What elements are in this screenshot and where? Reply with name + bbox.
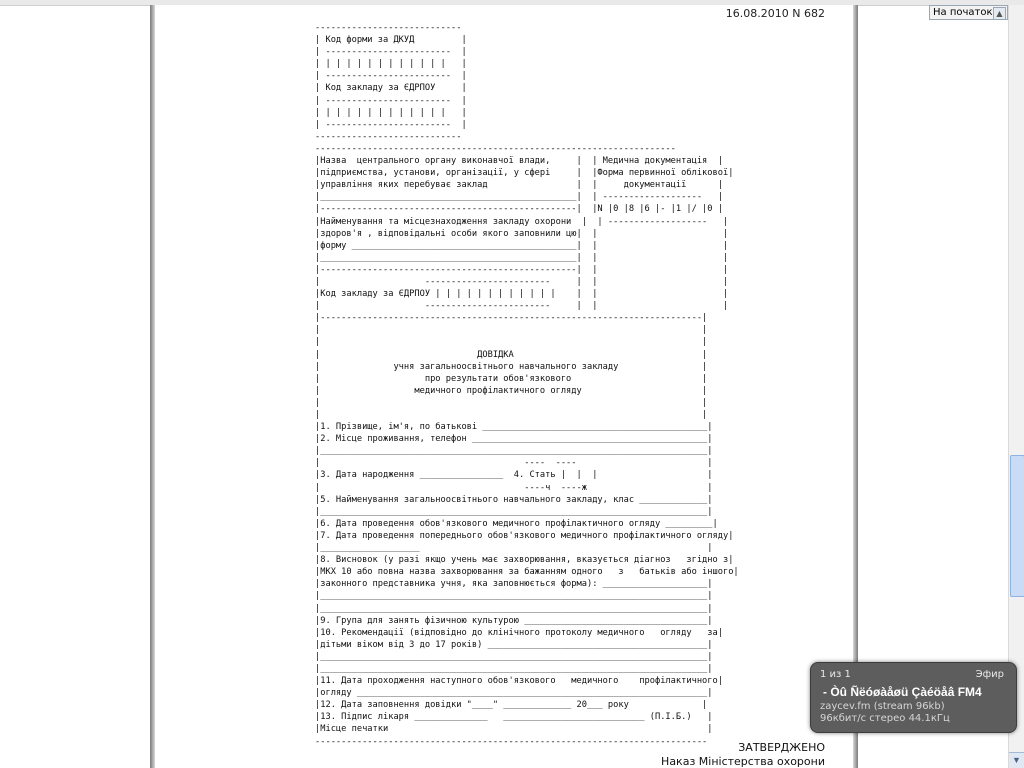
form-line: |огляду ___________________________________________________________________| xyxy=(315,688,713,699)
form-line: |форму ___________________________________________| | | xyxy=(315,240,729,251)
form-line: | ------------------------ | | | xyxy=(315,276,729,287)
form-line: | ----ч ----ж | xyxy=(315,482,713,493)
form-line: |законного представника учня, яка заповнюється форма): ____________________| xyxy=(315,579,713,590)
form-line: |Код закладу за ЄДРПОУ | | | | | | | | | | | | | | | xyxy=(315,289,729,300)
form-line: | учня загальноосвітнього навчального закладу | xyxy=(315,361,708,372)
form-line: |__________________________________________________________________________| xyxy=(315,603,713,614)
form-line: |__________________________________________________________________________| xyxy=(315,506,713,517)
form-line: | ------------------------ | | | xyxy=(315,301,729,312)
form-line: | ------------------------ | xyxy=(315,95,467,106)
document-reference: 16.08.2010 N 682 xyxy=(725,7,825,20)
popup-quality: 96кбит/с стерео 44.1кГц xyxy=(820,713,950,724)
form-line: | про результати обов'язкового | xyxy=(315,373,708,384)
form-line: | Код форми за ДКУД | xyxy=(315,35,467,46)
form-line: | медичного профілактичного огляду | xyxy=(315,385,708,396)
form-line: | | xyxy=(315,397,708,408)
popup-track-title: - Òû Ñëóøàåøü Çàéöåâ FM4 xyxy=(823,685,982,699)
popup-station: zaycev.fm (stream 96kb) xyxy=(820,701,945,712)
form-line: |1. Прізвище, ім'я, по батькові ___________________________________________| xyxy=(315,422,713,433)
form-line: --------------------------------------------------------------------------- xyxy=(315,736,708,747)
form-line: |управління яких перебуває заклад | | документації | xyxy=(315,180,723,191)
form-line: |підприємства, установи, організації, у сфері | |Форма первинної облікової| xyxy=(315,168,734,179)
form-line: |7. Дата проведення попереднього обов'язкового медичного профілактичного огляду| xyxy=(315,530,734,541)
form-line: | ------------------------ | xyxy=(315,71,467,82)
form-line: ---------------------------- xyxy=(315,23,462,33)
form-line: | | | | | | | | | | | | | | xyxy=(315,59,467,70)
form-line: |2. Місце проживання, телефон _____________________________________________| xyxy=(315,434,713,445)
form-line: |-------------------------------------------------| | | xyxy=(315,264,729,275)
ministry-order-label: Наказ Міністерства охорони xyxy=(661,755,825,768)
form-line: |здоров'я , відповідальні особи якого заповнили цю| | | xyxy=(315,228,729,239)
form-line: | | xyxy=(315,410,708,420)
popup-count: 1 из 1 xyxy=(820,669,851,680)
form-line: |_________________________________________________| | ------------------- | xyxy=(315,192,723,203)
form-line: |Назва центрального органу виконавчої влади, | | Медична документація | xyxy=(315,156,723,167)
page-right-shadow xyxy=(853,5,858,768)
form-line: ---------------------------- xyxy=(315,131,462,142)
popup-air-label: Эфир xyxy=(975,669,1004,680)
form-line: --------------------------------------------------------------------- xyxy=(315,143,676,154)
approved-label: ЗАТВЕРДЖЕНО xyxy=(738,741,825,754)
form-line: |Місце печатки | xyxy=(315,724,713,735)
form-line: |9. Група для занять фізичною культурою ___________________________________| xyxy=(315,615,713,626)
form-line: | ------------------------ | xyxy=(315,47,467,58)
scroll-down-arrow-icon[interactable]: ▼ xyxy=(1009,752,1024,768)
scroll-to-top-button[interactable] xyxy=(929,5,1008,20)
form-line: |Найменування та місцезнаходження закладу охорони | | ------------------- | xyxy=(315,216,729,227)
form-line: | ДОВІДКА | xyxy=(315,349,708,360)
scroll-to-top-label: На початок xyxy=(933,7,993,18)
form-line: |__________________________________________________________________________| xyxy=(315,663,713,674)
form-line: |дітьми віком від 3 до 17 років) __________________________________________| xyxy=(315,639,713,650)
radio-notification-popup[interactable] xyxy=(810,662,1017,733)
arrow-up-icon[interactable]: ▲ xyxy=(993,7,1006,20)
scrollbar-thumb[interactable] xyxy=(1010,455,1024,597)
form-line: | | | | | | | | | | | | | | xyxy=(315,107,467,118)
form-line: |3. Дата народження ________________ 4. Стать | | | | xyxy=(315,470,713,481)
form-line: | ---- ---- | xyxy=(315,458,713,469)
form-line: |11. Дата проходження наступного обов'язкового медичного профілактичного| xyxy=(315,676,723,687)
form-line: | Код закладу за ЄДРПОУ | xyxy=(315,83,467,94)
form-line: |__________________________________________________________________________| xyxy=(315,446,713,457)
form-line: |___________________ | xyxy=(315,543,713,554)
form-line: | ------------------------ | xyxy=(315,119,467,130)
form-line: |-------------------------------------------------------------------------| xyxy=(315,313,708,324)
document-page xyxy=(155,5,853,768)
form-line: |5. Найменування загальноосвітнього навчального закладу, клас _____________| xyxy=(315,494,713,505)
form-line: |__________________________________________________________________________| xyxy=(315,651,713,662)
form-line: |10. Рекомендації (відповідно до клінічного протоколу медичного огляду за| xyxy=(315,627,723,638)
form-line: |_________________________________________________| | | xyxy=(315,252,729,263)
form-line: |-------------------------------------------------| |N |0 |8 |6 |- |1 |/ |0 | xyxy=(315,204,723,215)
form-line: | | xyxy=(315,337,708,348)
medical-certificate-form xyxy=(315,22,739,748)
form-line: |8. Висновок (у разі якщо учень має захворювання, вказується діагноз згідно з| xyxy=(315,555,734,566)
vertical-scrollbar[interactable] xyxy=(1008,5,1024,768)
form-line: | | xyxy=(315,325,708,336)
form-line: |12. Дата заповнення довідки "____" _____________ 20___ року | xyxy=(315,700,708,711)
form-line: |6. Дата проведення обов'язкового медичного профілактичного огляду _________| xyxy=(315,518,718,529)
form-line: |МКХ 10 або повна назва захворювання за бажанням одного з батьків або іншого| xyxy=(315,567,739,578)
form-line: |13. Підпис лікаря ______________ ___________________________ (П.І.Б.) | xyxy=(315,712,713,723)
form-line: |__________________________________________________________________________| xyxy=(315,591,713,602)
